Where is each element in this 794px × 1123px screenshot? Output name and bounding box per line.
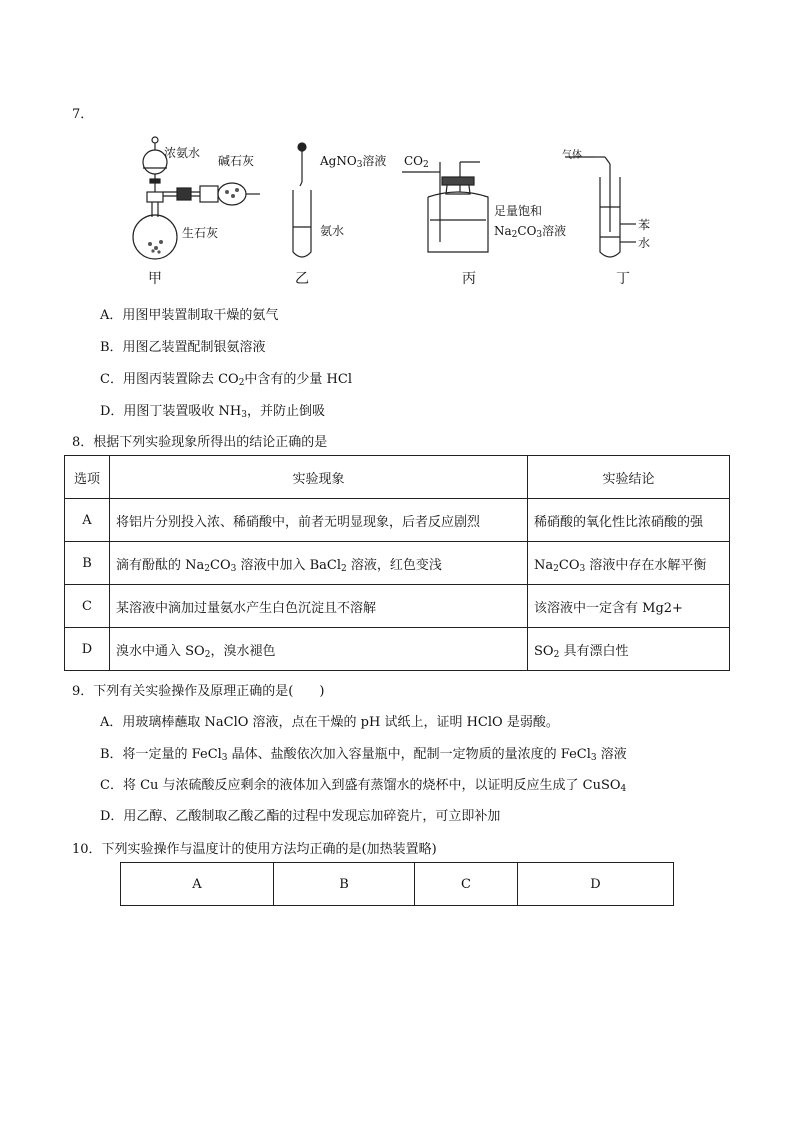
row-option: A [65, 499, 110, 542]
q9-option-d: D．用乙醇、乙酸制取乙酸乙酯的过程中发现忘加碎瓷片，可立即补加 [100, 809, 501, 824]
row-phenomenon: 某溶液中滴加过量氨水产生白色沉淀且不溶解 [110, 585, 528, 628]
caption-yi: 乙 [295, 271, 309, 287]
header-conclusion: 实验结论 [528, 456, 730, 499]
option-cell-d: D [518, 863, 674, 906]
row-phenomenon: 溴水中通入 $SO_2$，溴水褪色 [110, 628, 528, 671]
table-row [65, 628, 730, 671]
label-soda-lime: 碱石灰 [218, 154, 255, 168]
table-header-row [65, 456, 730, 499]
q7-option-a: A．用图甲装置制取干燥的氨气 [100, 308, 279, 323]
q10-options-table [120, 862, 674, 906]
row-phenomenon: 滴有酚酞的 $Na_2CO_3$ 溶液中加入 BaCl$_2$ 溶液，红色变浅 [110, 542, 528, 585]
caption-ding: 丁 [616, 271, 630, 287]
option-cell-b: B [274, 863, 415, 906]
q7-option-d: D．用图丁装置吸收 $NH_3$，并防止倒吸 [100, 404, 326, 420]
header-phenomenon: 实验现象 [110, 456, 528, 499]
label-sodium-carbonate: $Na_2CO_3$溶液 [494, 224, 567, 240]
label-co2-inlet: $CO_2$ [404, 154, 429, 170]
label-quicklime: 生石灰 [182, 226, 219, 240]
row-conclusion: 该溶液中一定含有 Mg2+ [528, 585, 730, 628]
row-option: D [65, 628, 110, 671]
row-conclusion: 稀硝酸的氧化性比浓硝酸的强 [528, 499, 730, 542]
label-saturated-solution: 足量饱和 [494, 204, 543, 218]
question-9-stem: 9．下列有关实验操作及原理正确的是( ) [72, 684, 325, 699]
q7-apparatus-figure [130, 132, 660, 292]
q7-option-b: B．用图乙装置配制银氨溶液 [100, 340, 266, 355]
q9-option-a: A．用玻璃棒蘸取 NaClO 溶液，点在干燥的 pH 试纸上，证明 HClO 是弱酸。 [100, 715, 559, 730]
label-water: 水 [638, 236, 651, 250]
row-conclusion: $Na_2CO_3$ 溶液中存在水解平衡 [528, 542, 730, 585]
table-row [65, 542, 730, 585]
row-option: C [65, 585, 110, 628]
q7-option-c: C．用图丙装置除去 $CO_2$中含有的少量 HCl [100, 372, 352, 388]
option-cell-c: C [415, 863, 518, 906]
label-gas: 气体 [562, 150, 582, 161]
row-phenomenon: 将铝片分别投入浓、稀硝酸中，前者无明显现象，后者反应剧烈 [110, 499, 528, 542]
label-silver-nitrate: AgNO$_3$溶液 [320, 154, 387, 170]
header-option: 选项 [65, 456, 110, 499]
q9-option-c: C．将 Cu 与浓硫酸反应剩余的液体加入到盛有蒸馏水的烧杯中，以证明反应生成了 CuSO$_4$ [100, 778, 627, 794]
q8-table [64, 455, 730, 671]
option-cell-a: A [121, 863, 274, 906]
label-concentrated-ammonia: 浓氨水 [164, 146, 201, 160]
label-benzene: 苯 [638, 218, 651, 232]
caption-bing: 丙 [462, 271, 476, 287]
table-row [121, 863, 674, 906]
question-7-number: 7． [72, 107, 94, 122]
label-ammonia-water: 氨水 [320, 224, 345, 238]
row-option: B [65, 542, 110, 585]
q9-option-b: B．将一定量的 FeCl$_3$ 晶体、盐酸依次加入容量瓶中，配制一定物质的量浓度的 FeCl$_3$ 溶液 [100, 747, 627, 763]
question-10-stem: 10．下列实验操作与温度计的使用方法均正确的是(加热装置略) [72, 842, 437, 857]
table-row [65, 499, 730, 542]
row-conclusion: $SO_2$ 具有漂白性 [528, 628, 730, 671]
table-row [65, 585, 730, 628]
question-8-stem: 8．根据下列实验现象所得出的结论正确的是 [72, 435, 328, 450]
caption-jia: 甲 [148, 271, 162, 287]
